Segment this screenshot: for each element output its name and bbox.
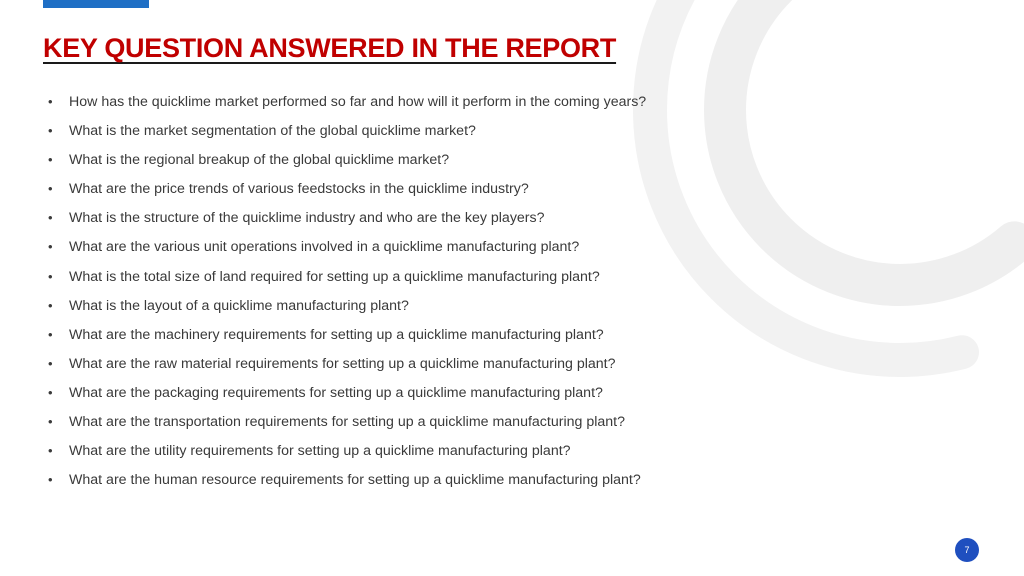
list-item [48, 409, 646, 438]
list-item [48, 380, 646, 409]
list-item [48, 147, 646, 176]
list-item [48, 205, 646, 234]
bullet-icon: • [48, 472, 53, 488]
question-text: What are the various unit operations involved in a quicklime manufacturing plant? [69, 239, 580, 256]
bullet-icon: • [48, 123, 53, 139]
question-text: What is the market segmentation of the global quicklime market? [69, 123, 476, 140]
page-number-badge: 7 [955, 538, 979, 562]
question-text: What is the total size of land required for setting up a quicklime manufacturing plant? [69, 268, 600, 285]
top-accent-bar [43, 0, 149, 8]
list-item [48, 118, 646, 147]
bullet-icon: • [48, 443, 53, 459]
question-text: What is the structure of the quicklime industry and who are the key players? [69, 210, 545, 227]
list-item [48, 438, 646, 467]
question-text: What are the transportation requirements for setting up a quicklime manufacturing plant? [69, 414, 625, 431]
list-item [48, 293, 646, 322]
question-text: What is the regional breakup of the global quicklime market? [69, 152, 450, 169]
bullet-icon: • [48, 384, 53, 400]
bullet-icon: • [48, 94, 53, 109]
bullet-icon: • [48, 414, 53, 430]
slide-title: KEY QUESTION ANSWERED IN THE REPORT [43, 33, 617, 63]
bullet-icon: • [48, 210, 53, 226]
list-item [48, 89, 646, 118]
bullet-icon: • [48, 152, 53, 168]
bullet-icon: • [48, 239, 53, 255]
question-text: What are the human resource requirements for setting up a quicklime manufacturing plant? [69, 472, 641, 489]
list-item [48, 176, 646, 205]
question-text: What are the machinery requirements for setting up a quicklime manufacturing plant? [69, 326, 604, 343]
question-text: What are the packaging requirements for setting up a quicklime manufacturing plant? [69, 384, 603, 401]
bullet-icon: • [48, 297, 53, 313]
question-text: What are the raw material requirements for setting up a quicklime manufacturing plant? [69, 355, 616, 372]
question-text: What is the layout of a quicklime manufacturing plant? [69, 297, 409, 314]
question-text: What are the price trends of various feedstocks in the quicklime industry? [69, 181, 529, 198]
list-item [48, 264, 646, 293]
question-text: What are the utility requirements for setting up a quicklime manufacturing plant? [69, 443, 571, 460]
bullet-icon: • [48, 268, 53, 284]
question-list [48, 89, 646, 496]
list-item [48, 351, 646, 380]
bullet-icon: • [48, 355, 53, 371]
bullet-icon: • [48, 181, 53, 197]
bullet-icon: • [48, 326, 53, 342]
question-text: How has the quicklime market performed so far and how will it perform in the coming years? [69, 94, 647, 110]
list-item [48, 467, 646, 496]
list-item [48, 234, 646, 263]
list-item [48, 322, 646, 351]
